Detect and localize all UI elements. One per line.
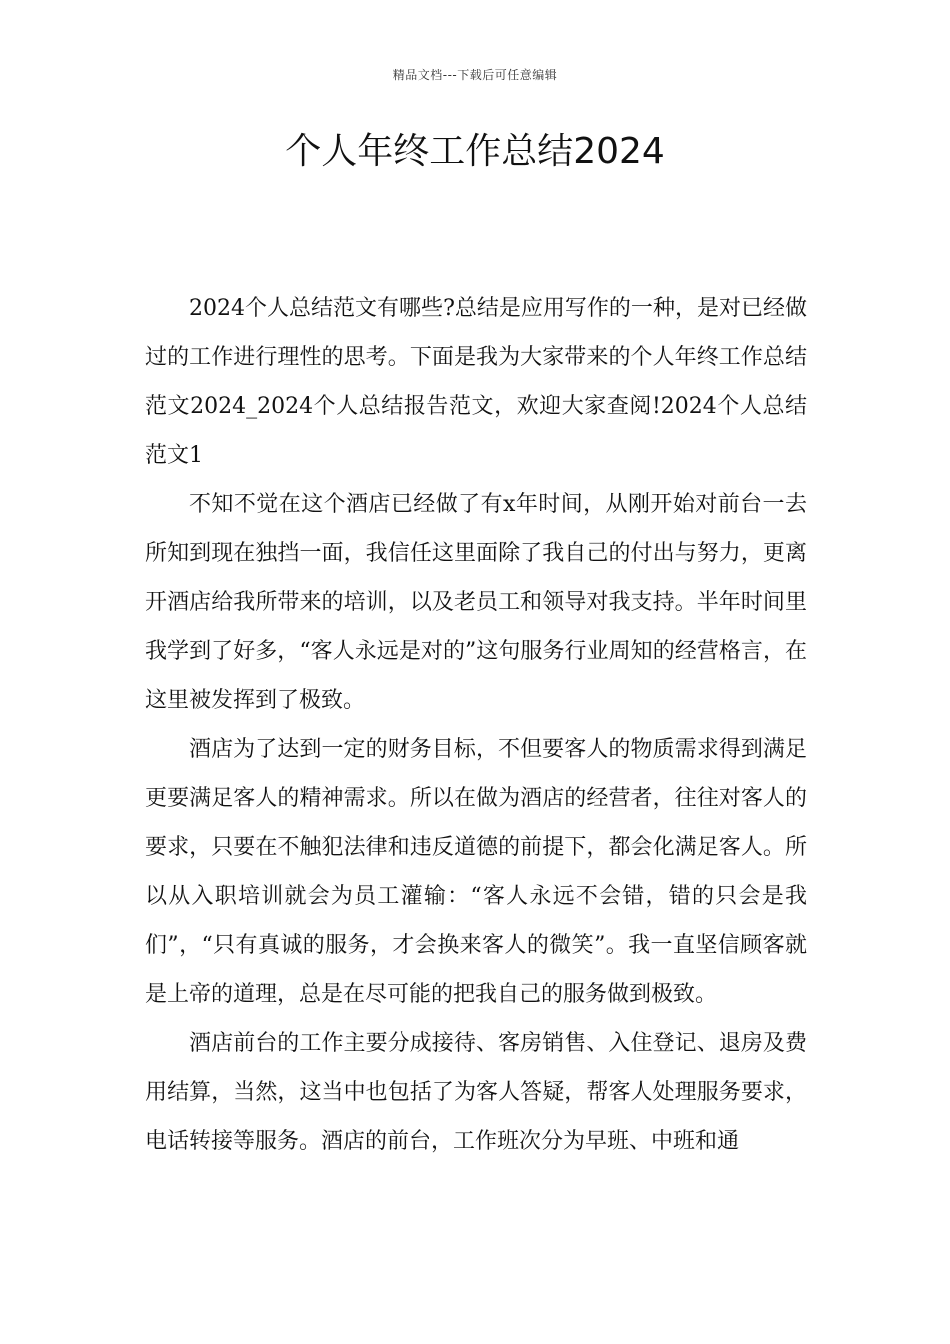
paragraph-experience: 不知不觉在这个酒店已经做了有x年时间，从刚开始对前台一去所知到现在独挡一面，我信任这里面除了我自己的付出与努力，更离开酒店给我所带来的培训，以及老员工和领导对我支持。半年时间里我学到了好多，“客人永远是对的”这句服务行业周知的经营格言，在这里被发挥到了极致。: [145, 492, 807, 713]
paragraph-intro: 2024个人总结范文有哪些?总结是应用写作的一种，是对已经做过的工作进行理性的思考。下面是我为大家带来的个人年终工作总结范文2024_2024个人总结报告范文，欢迎大家查阅!2024个人总结范文1: [145, 296, 807, 468]
header-note: 精品文档---下载后可任意编辑: [392, 68, 558, 82]
document-body: [145, 284, 807, 1166]
paragraph-service: 酒店为了达到一定的财务目标，不但要客人的物质需求得到满足更要满足客人的精神需求。所以在做为酒店的经营者，往往对客人的要求，只要在不触犯法律和违反道德的前提下，都会化满足客人。所以从入职培训就会为员工灌输：“客人永远不会错，错的只会是我们”，“只有真诚的服务，才会换来客人的微笑”。我一直坚信顾客就是上帝的道理，总是在尽可能的把我自己的服务做到极致。: [145, 737, 807, 1007]
paragraph-front-desk: 酒店前台的工作主要分成接待、客房销售、入住登记、退房及费用结算，当然，这当中也包括了为客人答疑，帮客人处理服务要求，电话转接等服务。酒店的前台，工作班次分为早班、中班和通: [145, 1031, 807, 1154]
document-title: 个人年终工作总结2024: [285, 131, 665, 172]
